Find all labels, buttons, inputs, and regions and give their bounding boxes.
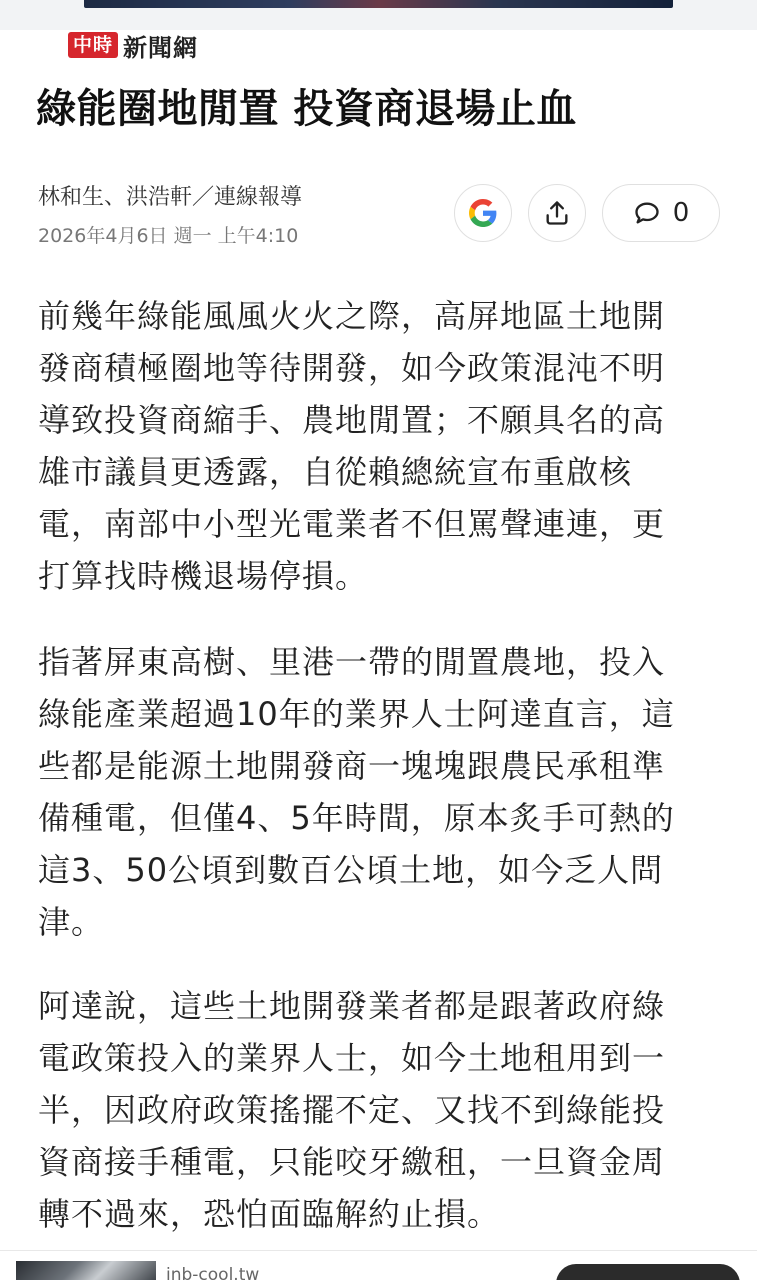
bottom-ad-domain[interactable]: inb-cool.tw — [166, 1265, 260, 1280]
google-news-button[interactable] — [454, 184, 512, 242]
paragraph-line: 津。 — [38, 903, 105, 941]
bottom-ad-banner[interactable] — [0, 1250, 757, 1280]
comment-count: 0 — [672, 198, 690, 228]
article-paragraph — [38, 980, 718, 1240]
paragraph-line: 發商積極圈地等待開發，如今政策混沌不明 — [38, 349, 666, 387]
paragraph-line: 些都是能源土地開發商一塊塊跟農民承租準 — [38, 747, 666, 785]
share-button[interactable] — [528, 184, 586, 242]
bottom-ad-thumbnail[interactable] — [16, 1261, 156, 1280]
paragraph-line: 備種電，但僅4、5年時間，原本炙手可熱的 — [38, 799, 675, 837]
paragraph-line: 雄市議員更透露，自從賴總統宣布重啟核 — [38, 453, 633, 491]
google-g-icon — [469, 199, 497, 227]
paragraph-line: 前幾年綠能風風火火之際，高屏地區土地開 — [38, 297, 666, 335]
paragraph-line: 半，因政府政策搖擺不定、又找不到綠能投 — [38, 1091, 666, 1129]
site-logo[interactable] — [68, 30, 198, 60]
bottom-ad-cta-button[interactable] — [556, 1264, 740, 1280]
paragraph-line: 電，南部中小型光電業者不但罵聲連連，更 — [38, 505, 666, 543]
paragraph-line: 這3、50公頃到數百公頃土地，如今乏人問 — [38, 851, 664, 889]
paragraph-line: 指著屏東高樹、里港一帶的閒置農地，投入 — [38, 643, 666, 681]
comment-bubble-icon — [633, 199, 661, 227]
comment-button[interactable] — [602, 184, 720, 242]
article-paragraph — [38, 290, 718, 602]
article-byline: 林和生、洪浩軒／連線報導 — [38, 185, 303, 210]
paragraph-line: 轉不過來，恐怕面臨解約止損。 — [38, 1195, 501, 1233]
paragraph-line: 打算找時機退場停損。 — [38, 557, 369, 595]
share-upload-icon — [543, 199, 571, 227]
paragraph-line: 資商接手種電，只能咬牙繳租，一旦資金周 — [38, 1143, 666, 1181]
article-date: 2026年4月6日 週一 上午4:10 — [38, 225, 299, 247]
top-ad-image[interactable] — [84, 0, 673, 8]
paragraph-line: 電政策投入的業界人士，如今土地租用到一 — [38, 1039, 666, 1077]
paragraph-line: 阿達說，這些土地開發業者都是跟著政府綠 — [38, 987, 666, 1025]
logo-badge: 中時 — [68, 32, 118, 58]
logo-text: 新聞網 — [123, 32, 199, 62]
article-paragraph — [38, 636, 718, 948]
article-headline: 綠能圈地閒置 投資商退場止血 — [36, 86, 577, 132]
paragraph-line: 綠能產業超過10年的業界人士阿達直言，這 — [38, 695, 675, 733]
paragraph-line: 導致投資商縮手、農地閒置；不願具名的高 — [38, 401, 666, 439]
top-ad-banner[interactable] — [0, 0, 757, 30]
